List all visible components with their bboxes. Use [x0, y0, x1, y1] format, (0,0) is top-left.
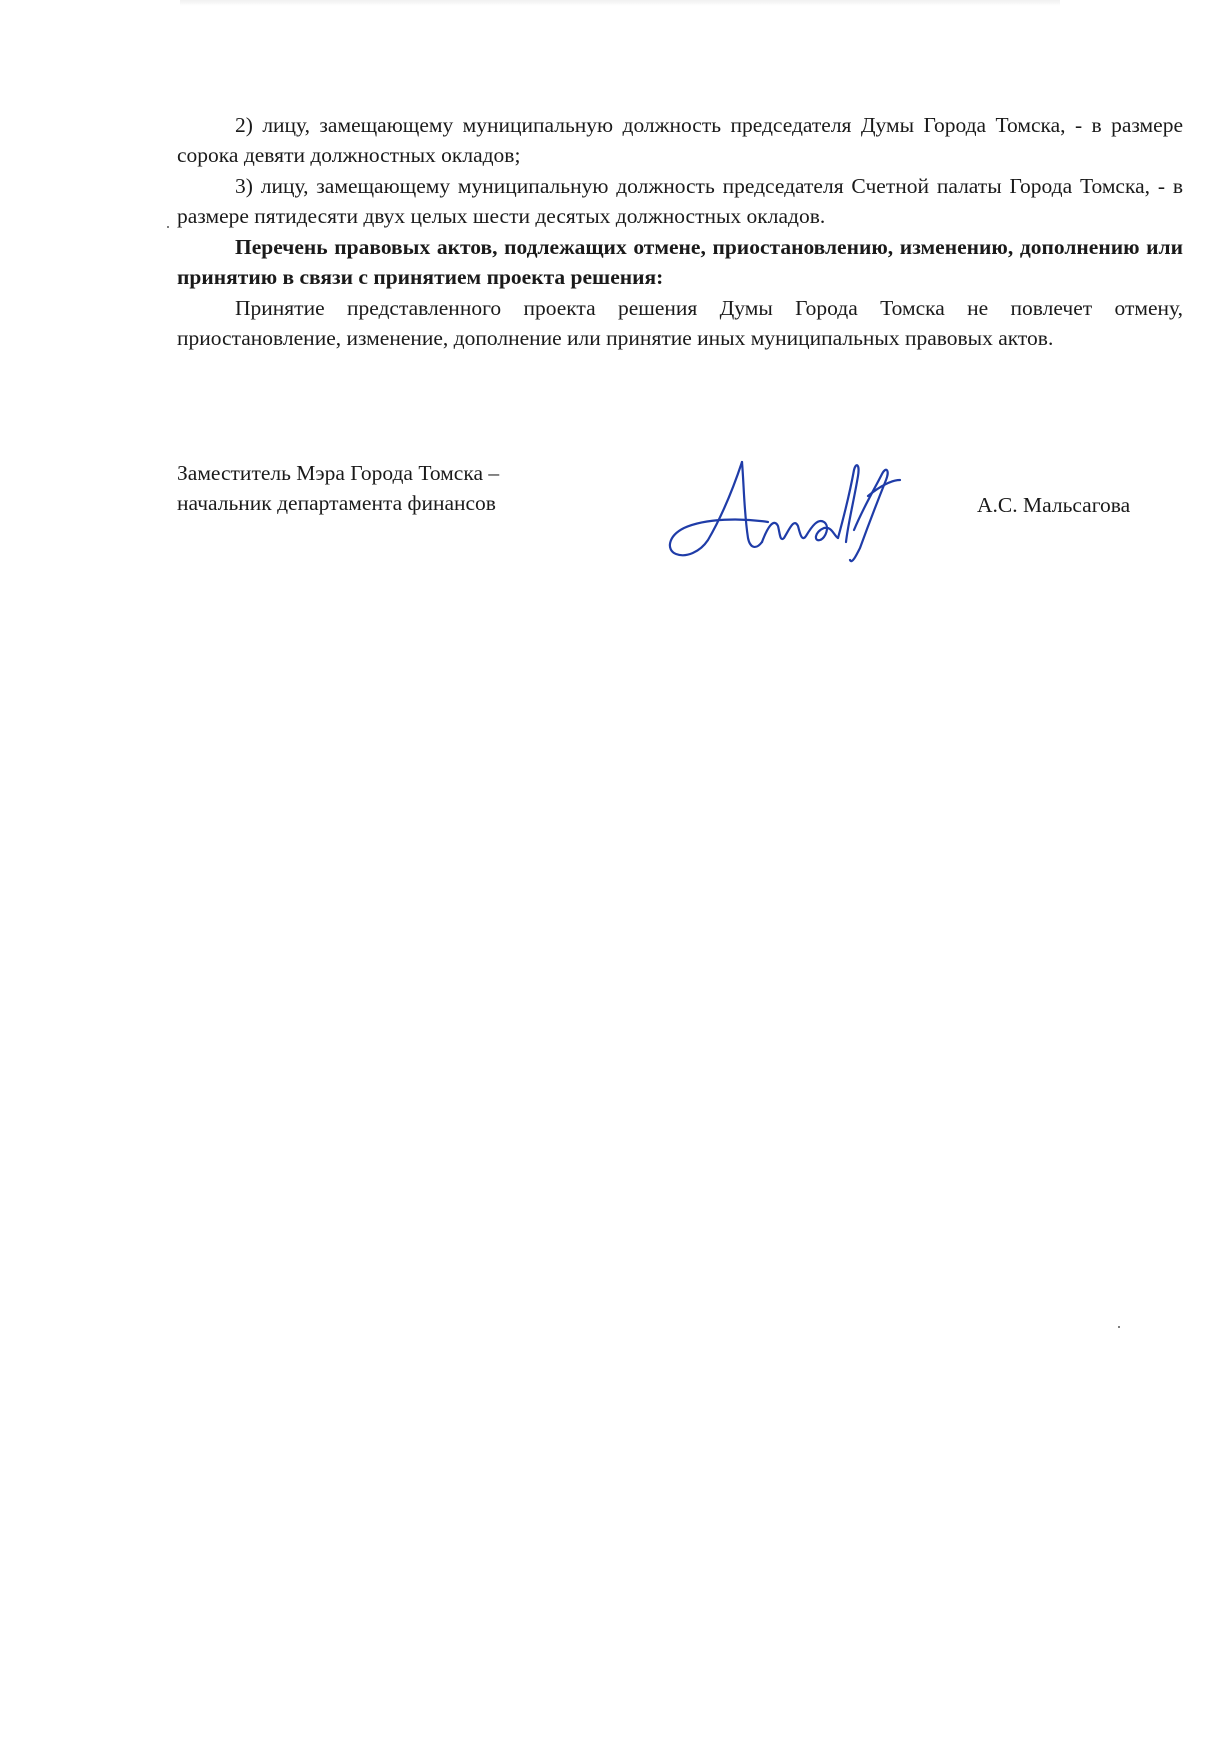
signatory-position — [177, 458, 499, 518]
paragraph-item-2: 2) лицу, замещающему муниципальную должность председателя Думы Города Томска, - в размере сорока девяти должностных окладов; — [177, 113, 1183, 167]
handwritten-signature-icon — [664, 456, 926, 566]
signatory-position-line-2: начальник департамента финансов — [177, 491, 496, 515]
scan-edge-shadow — [180, 0, 1060, 6]
signatory-position-line-1: Заместитель Мэра Города Томска – — [177, 461, 500, 485]
legal-acts-paragraph: Принятие представленного проекта решения Думы Города Томска не повлечет отмену, приостановление, изменение, дополнение или принятие иных муниципальных правовых актов. — [177, 296, 1183, 350]
scan-speck — [1118, 1326, 1120, 1328]
document-body — [177, 110, 1183, 354]
paragraph-item-3: 3) лицу, замещающему муниципальную должность председателя Счетной палаты Города Томска, - в размере пятидесяти двух целых шести десятых должностных окладов. — [177, 174, 1183, 228]
legal-acts-heading: Перечень правовых актов, подлежащих отмене, приостановлению, изменению, дополнению или принятию в связи с принятием проекта решения: — [177, 235, 1183, 289]
scan-speck — [167, 226, 169, 228]
signature-block — [177, 458, 1187, 578]
signatory-name: А.С. Мальсагова — [977, 493, 1131, 517]
